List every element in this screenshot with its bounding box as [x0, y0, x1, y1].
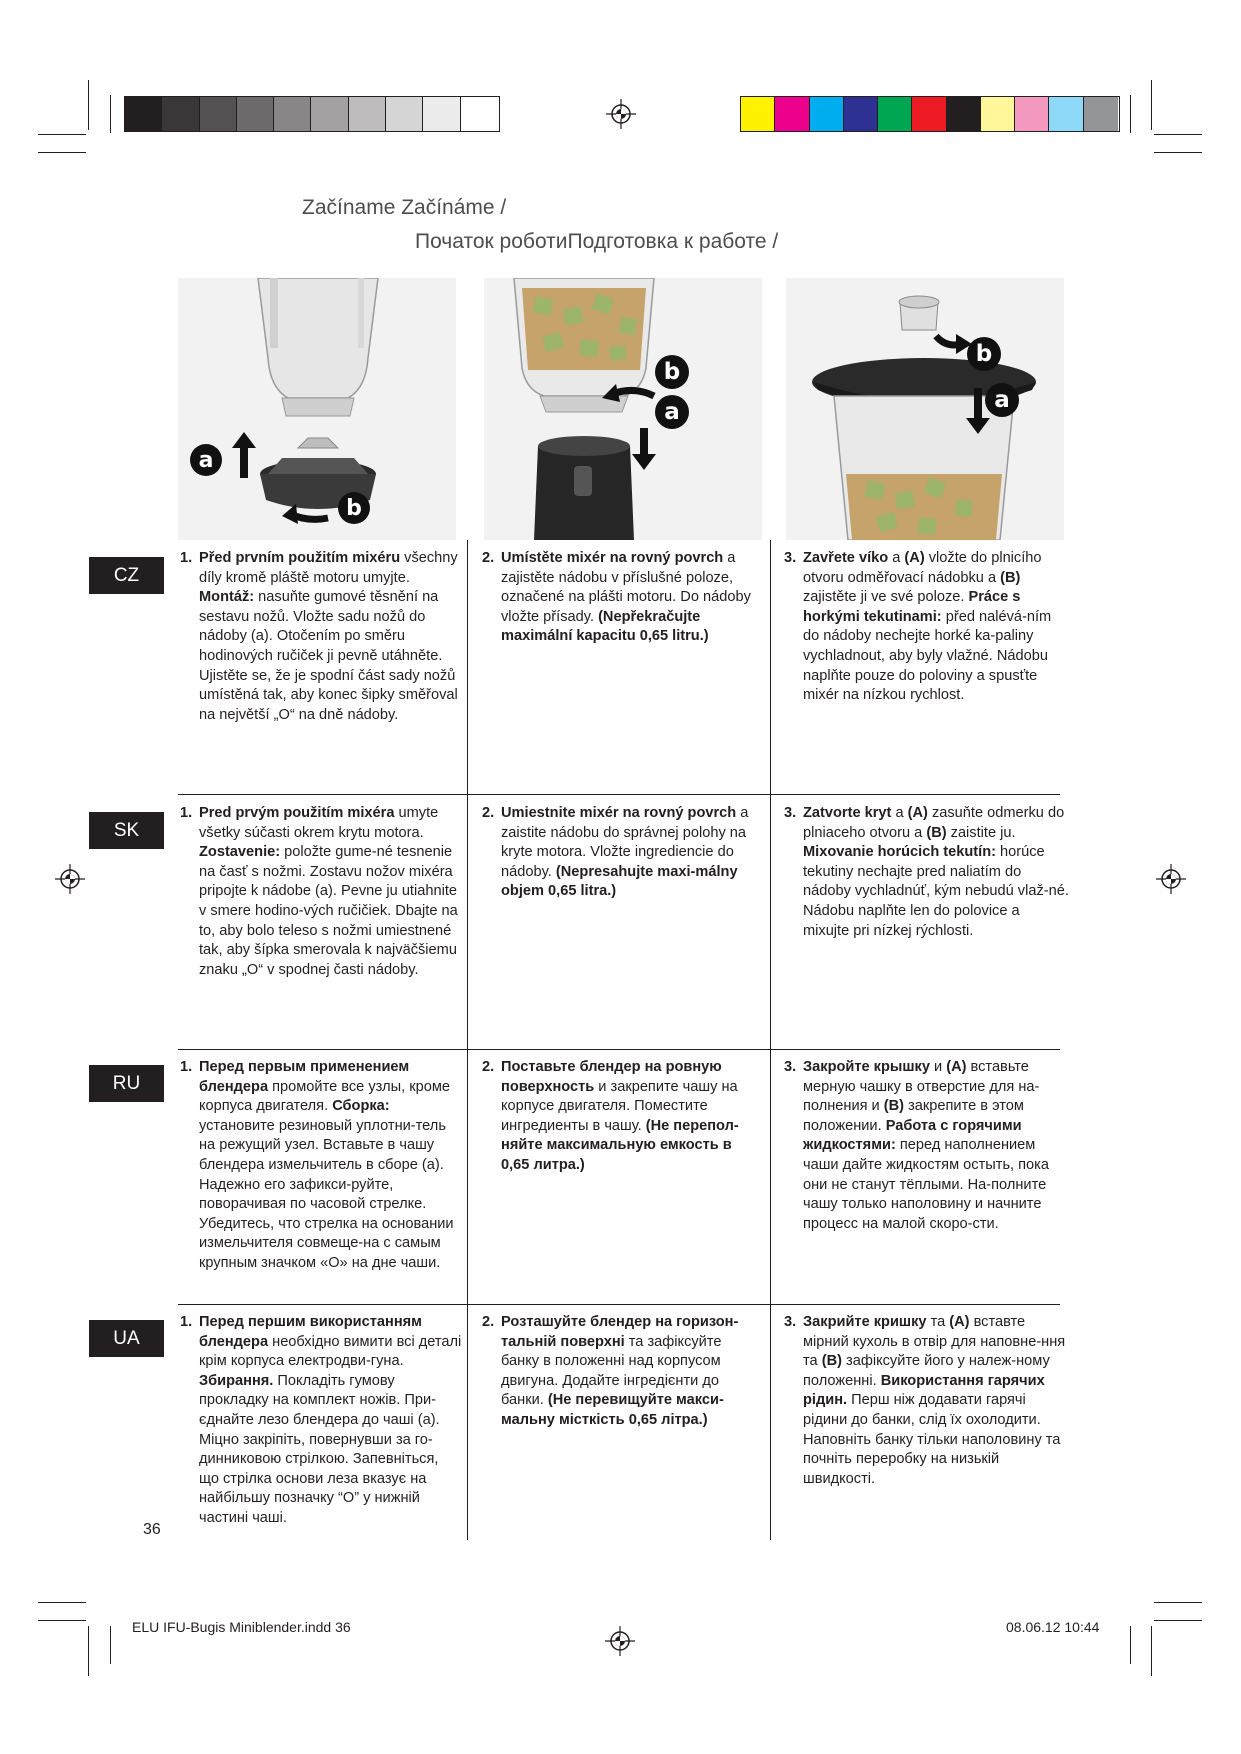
- language-tag: UA: [89, 1320, 164, 1357]
- step-text: Поставьте блендер на ровную поверхность и закрепите чашу на корпусе двигателя. Поместите ингредиенты в чашу. (Не перепол-няйте максимальную емкость в 0,65 литра.): [501, 1059, 739, 1173]
- color-swatch: [1084, 97, 1118, 131]
- color-swatch: [741, 97, 775, 131]
- step-number: 2.: [482, 805, 495, 821]
- color-swatch: [775, 97, 809, 131]
- registration-mark-icon: [605, 1626, 635, 1656]
- color-swatch: [237, 97, 274, 131]
- blade-assembly-image: [178, 278, 456, 540]
- step-text: Před prvním použitím mixéru všechny díly kromě pláště motoru umyjte. Montáž: nasuňte gumové těsnění na sestavu nožů. Vložte sadu nožů do nádoby (a). Otočením po směru hodinových ručiček ji pevně utáhněte. Ujistěte se, že je spodní část sady nožů umístěná tak, aby konec šipky směřoval na největší „O“ na dně nádoby.: [199, 550, 458, 723]
- crop-mark: [38, 134, 86, 135]
- step-text: Перед первым применением блендера промойте все узлы, кроме корпуса двигателя. Сборка: установите резиновый уплотни-тель на режущий узел. Вставьте в чашу блендера измельчитель в сборе (a). Надежно его зафикси-руйте, поворачивая по часовой стрелке. Убедитесь, что стрелка на основании измельчителя совмеще-на с самым крупным значком «O» на дне чаши.: [199, 1059, 454, 1271]
- step-number: 1.: [180, 1314, 193, 1330]
- instruction-step: [482, 1313, 760, 1431]
- color-swatch: [461, 97, 498, 131]
- color-swatch: [1015, 97, 1049, 131]
- step-text: Umístěte mixér na rovný povrch a zajistěte nádobu v příslušné poloze, označené na plášti motoru. Do nádoby vložte přísady. (Nepřekračujte maximální kapacitu 0,65 litru.): [501, 550, 751, 645]
- color-swatch: [349, 97, 386, 131]
- row-divider: [178, 1304, 1060, 1305]
- crop-mark: [88, 1626, 89, 1676]
- color-swatch: [125, 97, 162, 131]
- step-text: Umiestnite mixér na rovný povrch a zaistite nádobu do správnej polohy na kryte motora. Vložte ingrediencie do nádoby. (Nepresahujte maxi-málny objem 0,65 litra.): [501, 805, 749, 900]
- step-number: 1.: [180, 805, 193, 821]
- step-number: 3.: [784, 805, 797, 821]
- color-swatch: [311, 97, 348, 131]
- footer-date: 08.06.12 10:44: [1006, 1619, 1100, 1635]
- callout-a: a: [994, 387, 1010, 413]
- instruction-step: [784, 549, 1069, 706]
- jar-on-motor-image: [484, 278, 762, 540]
- step-number: 2.: [482, 550, 495, 566]
- color-swatch: [878, 97, 912, 131]
- callout-a: a: [664, 399, 680, 425]
- row-divider: [178, 794, 1060, 795]
- crop-mark: [88, 80, 89, 130]
- step-text: Zavřete víko a (A) vložte do plnicího otvoru odměřovací nádobku a (B) zajistěte ji ve své poloze. Práce s horkými tekutinami: před nalévá-ním do nádoby nechejte horké ka-paliny vychladnout, aby byly vlažné. Nádobu naplňte pouze do poloviny a spusťte mixér na nízkou rychlost.: [803, 550, 1052, 704]
- section-title: Začíname Začínáme /: [302, 196, 507, 219]
- step-number: 3.: [784, 550, 797, 566]
- registration-mark-icon: [1156, 864, 1186, 894]
- registration-mark-icon: [55, 864, 85, 894]
- step-text: Zatvorte kryt a (A) zasuňte odmerku do plniaceho otvoru a (B) zaistite ju. Mixovanie horúcich tekutín: horúce tekutiny nechajte pred naliatím do nádoby vychladnúť, kým nebudú vlaž-né. Nádobu naplňte len do polovice a mixujte pri nízkej rýchlosti.: [803, 805, 1069, 939]
- instruction-step: [482, 1058, 760, 1176]
- step-number: 1.: [180, 1059, 193, 1075]
- crop-mark: [1154, 152, 1202, 153]
- language-tag: RU: [89, 1065, 164, 1102]
- step-number: 3.: [784, 1059, 797, 1075]
- step-text: Pred prvým použitím mixéra umyte všetky súčasti okrem krytu motora. Zostavenie: položte gume-né tesnenie na časť s nožmi. Zostavu nožov mixéra pripojte k nádobe (a). Pevne ju utiahnite v smere hodino-vých ručičiek. Dbajte na to, aby bolo teleso s nožmi umiestnené tak, aby šípka smerovala k najväčšiemu znaku „O“ v spodnej časti nádoby.: [199, 805, 458, 978]
- crop-mark: [1154, 1620, 1202, 1621]
- step-number: 2.: [482, 1314, 495, 1330]
- callout-b: b: [663, 359, 681, 385]
- callout-b: b: [975, 341, 993, 367]
- color-swatch: [981, 97, 1015, 131]
- registration-mark-icon: [606, 99, 636, 129]
- instruction-step: [180, 549, 462, 725]
- instruction-step: [180, 1313, 462, 1529]
- step-number: 2.: [482, 1059, 495, 1075]
- crop-mark: [1154, 1602, 1202, 1603]
- color-swatch: [423, 97, 460, 131]
- color-swatch: [1049, 97, 1083, 131]
- color-swatch: [162, 97, 199, 131]
- lid-and-cup-image: [786, 278, 1064, 540]
- color-swatch: [810, 97, 844, 131]
- callout-b: b: [346, 496, 362, 521]
- grayscale-color-bar: [124, 96, 500, 132]
- crop-mark: [1154, 134, 1202, 135]
- crop-mark: [1151, 1626, 1152, 1676]
- crop-mark: [1130, 1626, 1131, 1664]
- process-color-bar: [740, 96, 1120, 132]
- instruction-step: [784, 804, 1069, 941]
- crop-mark: [38, 1620, 86, 1621]
- instruction-step: [180, 804, 462, 980]
- row-divider: [178, 1049, 1060, 1050]
- crop-mark: [110, 95, 111, 133]
- crop-mark: [1130, 95, 1131, 133]
- crop-mark: [1151, 80, 1152, 130]
- language-tag: SK: [89, 812, 164, 849]
- step-number: 3.: [784, 1314, 797, 1330]
- color-swatch: [274, 97, 311, 131]
- color-swatch: [200, 97, 237, 131]
- color-swatch: [386, 97, 423, 131]
- step-text: Закрийте кришку та (A) вставте мірний кухоль в отвір для наповне-ння та (B) зафіксуйте його у належ-ному положенні. Використання гарячих рідин. Перш ніж додавати гарячі рідини до банки, слід їх охолодити. Наповніть банку тільки наполовину та почніть переробку на низькій швидкості.: [803, 1314, 1066, 1487]
- column-divider: [770, 540, 771, 1540]
- instruction-step: [784, 1313, 1069, 1489]
- step-text: Розташуйте блендер на горизон-тальній поверхні та зафіксуйте банку в положенні над корпусом двигуна. Додайте інгредієнти до банки. (Не перевищуйте макси-мальну місткість 0,65 літра.): [501, 1314, 739, 1428]
- section-subtitle: Початок роботиПодготовка к работе /: [415, 230, 779, 253]
- callout-a: a: [198, 448, 214, 473]
- step-text: Перед першим використанням блендера необхідно вимити всі деталі крім корпуса електродви-гуна. Збирання. Покладіть гумову прокладку на комплект ножів. При-єднайте лезо блендера до чаші (a). Міцно закріпіть, повернувши за го-динниковою стрілкою. Запевніться, що стрілка основи леза вказує на найбільшу позначку “O” у нижній частині чаші.: [199, 1314, 462, 1526]
- footer-file-info: ELU IFU-Bugis Miniblender.indd 36: [132, 1619, 351, 1635]
- column-divider: [467, 540, 468, 1540]
- instruction-step: [482, 804, 760, 902]
- color-swatch: [844, 97, 878, 131]
- color-swatch: [912, 97, 946, 131]
- crop-mark: [38, 152, 86, 153]
- crop-mark: [38, 1602, 86, 1603]
- instruction-step: [482, 549, 760, 647]
- color-swatch: [947, 97, 981, 131]
- crop-mark: [110, 1626, 111, 1664]
- page-number: 36: [143, 1521, 161, 1538]
- language-tag: CZ: [89, 557, 164, 594]
- instruction-step: [784, 1058, 1069, 1234]
- instruction-step: [180, 1058, 462, 1274]
- step-text: Закройте крышку и (A) вставьте мерную чашку в отверстие для на-полнения и (B) закрепите в этом положении. Работа с горячими жидкостями: перед наполнением чаши дайте жидкостям остыть, пока они не станут тёплыми. На-полните чашу только наполовину и начните процесс на малой скоро-сти.: [803, 1059, 1049, 1232]
- step-number: 1.: [180, 550, 193, 566]
